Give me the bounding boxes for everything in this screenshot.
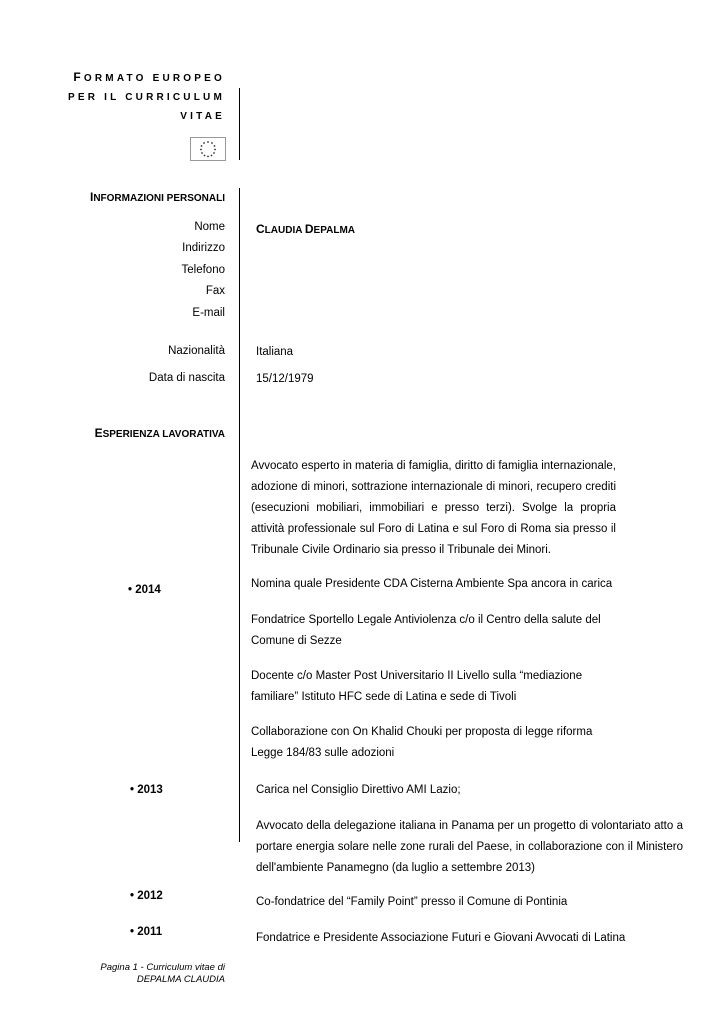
- eu-flag-icon: [190, 137, 226, 161]
- title-line-3: VITAE: [180, 111, 225, 122]
- label-data-nascita: Data di nascita: [148, 372, 225, 384]
- label-indirizzo: Indirizzo: [182, 242, 225, 254]
- label-email: E-mail: [192, 307, 225, 319]
- value-nazionalita: Italiana: [256, 346, 294, 358]
- label-nome: Nome: [194, 221, 225, 233]
- entry-2011-1: Fondatrice e Presidente Associazione Futuri e Giovani Avvocati di Latina: [256, 932, 626, 944]
- entry-2014-1: Nomina quale Presidente CDA Cisterna Ambiente Spa ancora in carica: [251, 578, 613, 590]
- entry-2013-2: Avvocato della delegazione italiana in Panama per un progetto di volontariato atto a portare energia solare nelle zone rurali del Paese, in collaborazione con il Ministero dell'ambiente Panamegno (da luglio a settembre 2013): [256, 820, 683, 874]
- year-2013: • 2013: [130, 784, 163, 796]
- title-line-1: FORMATO EUROPEO: [73, 70, 225, 84]
- year-2012: • 2012: [130, 890, 163, 902]
- year-2011: • 2011: [130, 926, 163, 938]
- cv-format-title: [25, 68, 225, 126]
- footer-line-1: Pagina 1 - Curriculum vitae di: [100, 962, 225, 973]
- entry-2014-2: Fondatrice Sportello Legale Antiviolenza c/o il Centro della salute del Comune di Sezze: [251, 614, 601, 647]
- experience-intro: Avvocato esperto in materia di famiglia, diritto di famiglia internazionale, adozione di minori, sottrazione internazionale di minori, recupero crediti (esecuzioni mobiliari, immobiliari e presso terzi). Svolge la propria attività professionale sul Foro di Latina e sul Foro di Roma sia presso il Tribunale Civile Ordinario sia presso il Tribunale dei Minori.: [251, 460, 616, 556]
- main-divider-line: [239, 188, 240, 842]
- value-data-nascita: 15/12/1979: [256, 373, 314, 385]
- entry-2014-3: Docente c/o Master Post Universitario II Livello sulla “mediazione familiare” Istituto HFC sede di Latina e sede di Tivoli: [251, 670, 583, 703]
- entry-2013-1: Carica nel Consiglio Direttivo AMI Lazio;: [256, 784, 461, 796]
- label-telefono: Telefono: [181, 264, 225, 276]
- section-personal-info: INFORMAZIONI PERSONALI: [89, 190, 225, 204]
- label-fax: Fax: [205, 285, 225, 297]
- label-nazionalita: Nazionalità: [168, 345, 225, 357]
- year-2014: • 2014: [128, 584, 161, 596]
- title-line-2: PER IL CURRICULUM: [68, 92, 225, 103]
- person-name: CLAUDIA DEPALMA: [256, 222, 356, 236]
- page-footer: [25, 962, 225, 986]
- section-work-experience: ESPERIENZA LAVORATIVA: [94, 426, 225, 440]
- entry-2012-1: Co-fondatrice del “Family Point” presso il Comune di Pontinia: [256, 896, 568, 908]
- footer-line-2: DEPALMA CLAUDIA: [136, 974, 225, 985]
- entry-2014-4: Collaborazione con On Khalid Chouki per proposta di legge riforma Legge 184/83 sulle adozioni: [251, 726, 593, 759]
- header-divider-line: [239, 88, 240, 160]
